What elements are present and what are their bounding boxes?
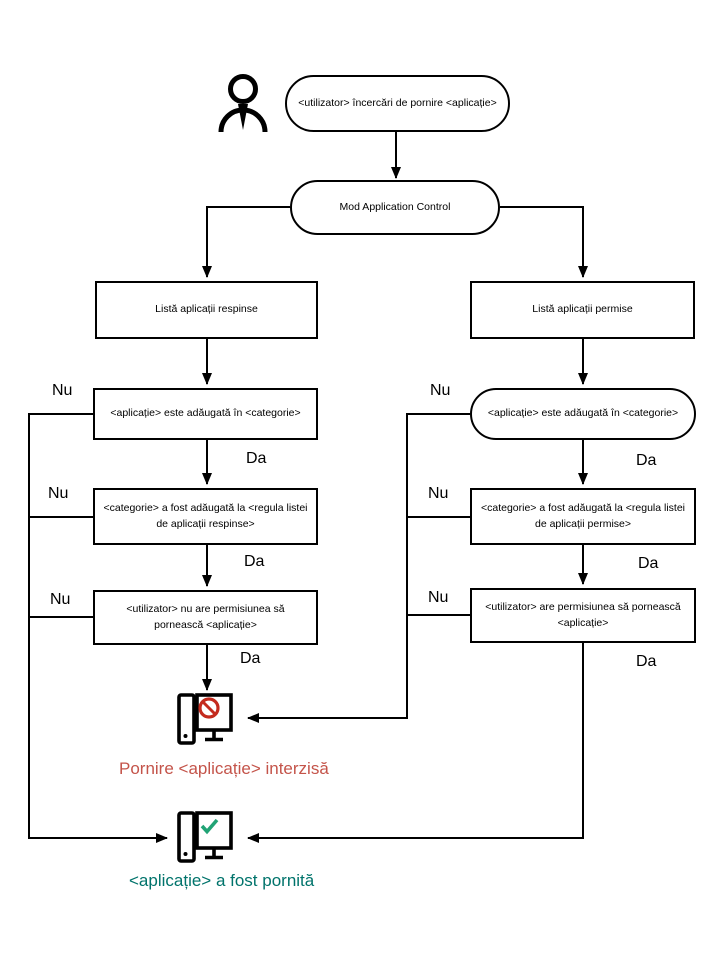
prohibition-icon bbox=[200, 699, 218, 717]
edge-label-yes: Da bbox=[240, 650, 261, 667]
node-allowlist: Listă aplicații permise bbox=[470, 281, 695, 339]
node-application-control-mode: Mod Application Control bbox=[290, 180, 500, 235]
node-allow-app-in-category: <aplicație> este adăugată în <categorie> bbox=[470, 388, 696, 440]
node-allow-user-permission: <utilizator> are permisiunea să pornească <aplicație> bbox=[470, 588, 696, 643]
node-deny-app-in-category: <aplicație> este adăugată în <categorie> bbox=[93, 388, 318, 440]
node-allow-category-rule: <categorie> a fost adăugată la <regula listei de aplicații permise> bbox=[470, 488, 696, 545]
started-outcome-label: <aplicație> a fost pornită bbox=[129, 871, 315, 890]
edge-label-yes: Da bbox=[636, 452, 657, 469]
edge-label-no: Nu bbox=[50, 591, 71, 608]
edge-label-yes: Da bbox=[636, 653, 657, 670]
edge-label-no: Nu bbox=[52, 382, 73, 399]
edge-label-yes: Da bbox=[246, 450, 267, 467]
edge-label-no: Nu bbox=[428, 589, 449, 606]
blocked-outcome-label: Pornire <aplicație> interzisă bbox=[119, 759, 329, 778]
node-denylist: Listă aplicații respinse bbox=[95, 281, 318, 339]
started-computer-icon bbox=[179, 813, 231, 861]
edge-label-no: Nu bbox=[48, 485, 69, 502]
user-icon bbox=[221, 77, 265, 133]
edge-label-no: Nu bbox=[428, 485, 449, 502]
node-deny-user-permission: <utilizator> nu are permisiunea să pornească <aplicație> bbox=[93, 590, 318, 645]
edge-label-no: Nu bbox=[430, 382, 451, 399]
edge-label-yes: Da bbox=[638, 555, 659, 572]
node-start: <utilizator> încercări de pornire <aplicație> bbox=[285, 75, 510, 132]
node-deny-category-rule: <categorie> a fost adăugată la <regula listei de aplicații respinse> bbox=[93, 488, 318, 545]
blocked-computer-icon bbox=[179, 695, 231, 743]
flow-edges bbox=[29, 132, 583, 838]
edge-label-yes: Da bbox=[244, 553, 265, 570]
